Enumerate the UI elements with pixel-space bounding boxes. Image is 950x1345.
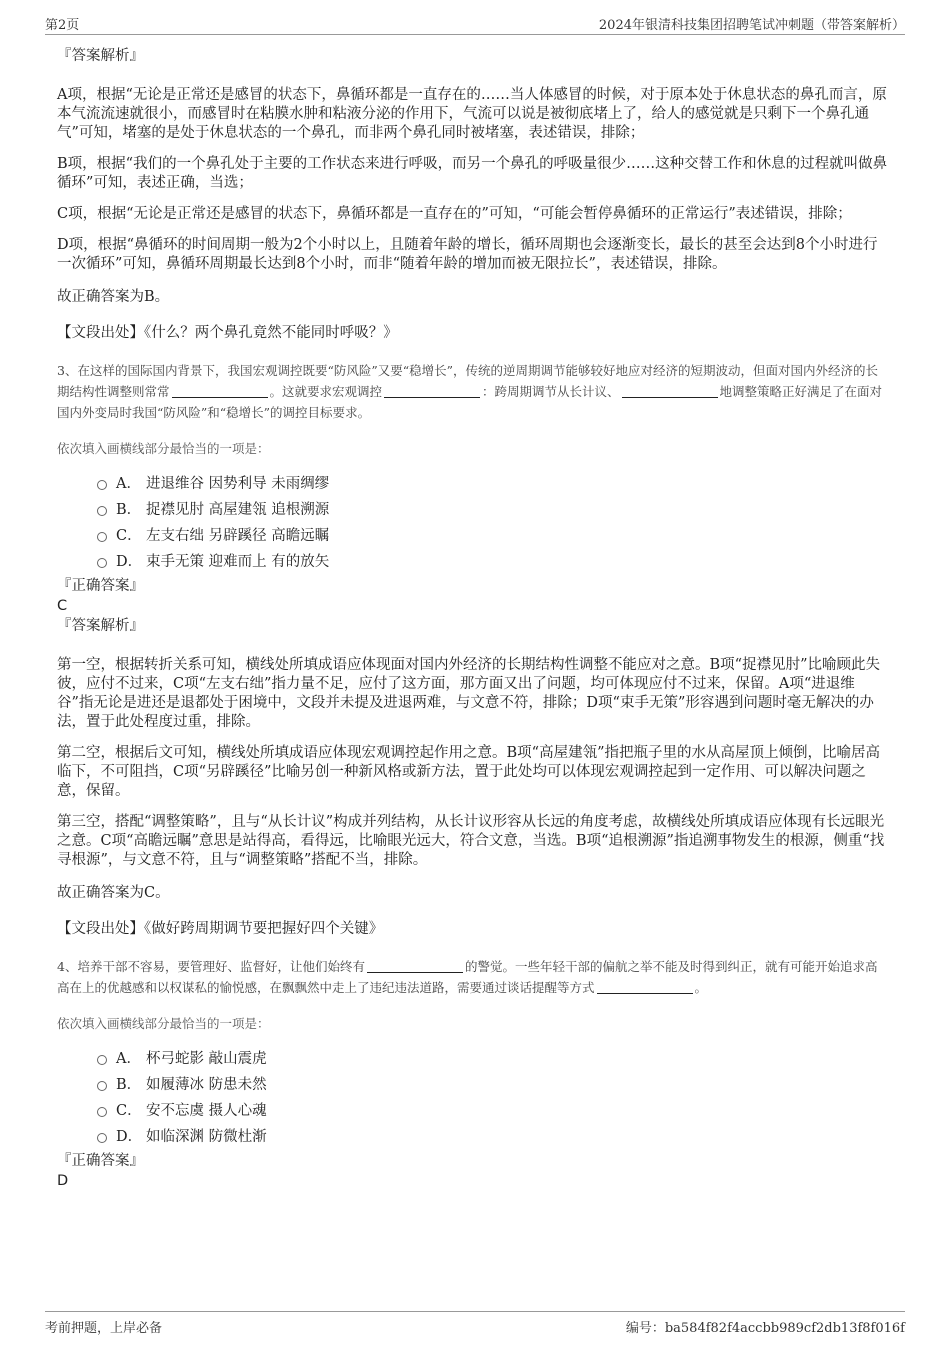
option-letter: C． (116, 1102, 142, 1119)
option-text: 杯弓蛇影 敲山震虎 (146, 1050, 267, 1067)
analysis-paragraph: 第三空，搭配“调整策略”，且与“从长计议”构成并列结构，从长计议形容从长远的角度考虑，故横线处所填成语应体现有长远眼光之意。C项“高瞻远瞩”意思是站得高，看得远，比喻眼光远大，符合文意，当选。B项“追根溯源”指追溯事物发生的根源，侧重“找寻根源”，与文意不符，且与“调整策略”搭配不当，排除。 (57, 814, 885, 868)
analysis-paragraph: 第一空，根据转折关系可知，横线处所填成语应体现面对国内外经济的长期结构性调整不能应对之意。B项“捉襟见肘”比喻顾此失彼，应付不过来，C项“左支右绌”指力量不足，应付了这方面，那方面又出了问题，均可体现应付不过来，保留。A项“进退维谷”指无论是进还是退都处于困境中，文段并未提及进退两难，与文意不符，排除；D项“束手无策”形容遇到问题时毫无解决的办法，置于此处程度过重，排除。 (57, 657, 880, 730)
option-text: 如临深渊 防微杜渐 (146, 1128, 267, 1145)
question-3 (57, 360, 889, 938)
option-letter: B． (116, 501, 142, 518)
question-instruction: 依次填入画横线部分最恰当的一项是： (57, 1016, 270, 1031)
footer-slogan: 考前押题，上岸必备 (45, 1321, 163, 1336)
option-letter: D． (116, 553, 143, 570)
option-letter: C． (116, 527, 142, 544)
correct-answer: C (57, 598, 68, 614)
option-c[interactable] (97, 521, 889, 547)
option-d[interactable] (97, 1122, 889, 1148)
page-footer (45, 1311, 905, 1334)
correct-answer-label: 『正确答案』 (57, 1153, 144, 1169)
option-text: 如履薄冰 防患未然 (146, 1076, 267, 1093)
option-text: 进退维谷 因势利导 未雨绸缪 (146, 475, 330, 492)
analysis-paragraph: C项，根据“无论是正常还是感冒的状态下，鼻循环都是一直存在的”可知，“可能会暂停鼻循环的正常运行”表述错误，排除； (57, 206, 852, 222)
source-citation: 【文段出处】《什么？两个鼻孔竟然不能同时呼吸？》 (57, 325, 398, 341)
option-letter: D． (116, 1128, 143, 1145)
option-letter: A． (116, 475, 141, 492)
radio-icon[interactable] (97, 532, 107, 542)
fill-blank (172, 384, 268, 398)
final-answer: 故正确答案为C。 (57, 885, 170, 901)
option-c[interactable] (97, 1096, 889, 1122)
option-b[interactable] (97, 1070, 889, 1096)
correct-answer-label: 『正确答案』 (57, 578, 144, 594)
option-letter: A． (116, 1050, 141, 1067)
radio-icon[interactable] (97, 1055, 107, 1065)
analysis-label: 『答案解析』 (57, 48, 144, 64)
page-content (57, 46, 889, 1191)
radio-icon[interactable] (97, 1081, 107, 1091)
option-b[interactable] (97, 495, 889, 521)
option-text: 束手无策 迎难而上 有的放矢 (146, 553, 330, 570)
correct-answer: D (57, 1173, 69, 1189)
analysis-paragraph: A项，根据“无论是正常还是感冒的状态下，鼻循环都是一直存在的……当人体感冒的时候，对于原本处于休息状态的鼻孔而言，原本气流流速就很小，而感冒时在粘膜水肿和粘液分泌的作用下，气流可以说是被彻底堵上了，给人的感觉就是只剩下一个鼻孔通气”可知，堵塞的是处于休息状态的一个鼻孔，而非两个鼻孔同时被堵塞，表述错误，排除； (57, 87, 887, 141)
question-text: 3、在这样的国际国内背景下，我国宏观调控既要“防风险”又要“稳增长”，传统的逆周期调节能够较好地应对经济的短期波动，但面对国内外经济的长期结构性调整则常常 。这就要求宏观调控 ：跨周期调节从长计议、 地调整策略正好满足了在面对国内外变局时我国“防风险”和“稳增长”的调控目标要求。 (57, 363, 883, 420)
source-citation: 【文段出处】《做好跨周期调节要把握好四个关键》 (57, 921, 384, 937)
radio-icon[interactable] (97, 1107, 107, 1117)
option-list (57, 469, 889, 573)
radio-icon[interactable] (97, 506, 107, 516)
analysis-paragraph: 第二空，根据后文可知，横线处所填成语应体现宏观调控起作用之意。B项“高屋建瓴”指把瓶子里的水从高屋顶上倾倒，比喻居高临下，不可阻挡，C项“另辟蹊径”比喻另创一种新风格或新方法，置于此处均可以体现宏观调控起到一定作用、可以解决问题之意，保留。 (57, 745, 880, 799)
radio-icon[interactable] (97, 480, 107, 490)
analysis-paragraph: D项，根据“鼻循环的时间周期一般为2个小时以上，且随着年龄的增长，循环周期也会逐渐变长，最长的甚至会达到8个小时进行一次循环”可知，鼻循环周期最长达到8个小时，而非“随着年龄的增加而被无限拉长”，表述错误，排除。 (57, 237, 878, 272)
fill-blank (384, 384, 480, 398)
fill-blank (622, 384, 718, 398)
question-instruction: 依次填入画横线部分最恰当的一项是： (57, 441, 270, 456)
option-letter: B． (116, 1076, 142, 1093)
fill-blank (367, 959, 463, 973)
analysis-label: 『答案解析』 (57, 618, 144, 634)
option-a[interactable] (97, 469, 889, 495)
document-title: 2024年银清科技集团招聘笔试冲刺题（带答案解析） (598, 18, 905, 33)
radio-icon[interactable] (97, 558, 107, 568)
q2-analysis (57, 46, 889, 342)
final-answer: 故正确答案为B。 (57, 289, 170, 305)
analysis-paragraph: B项，根据“我们的一个鼻孔处于主要的工作状态来进行呼吸，而另一个鼻孔的呼吸量很少……这种交替工作和休息的过程就叫做鼻循环”可知，表述正确，当选； (57, 156, 888, 191)
option-d[interactable] (97, 547, 889, 573)
option-text: 捉襟见肘 高屋建瓴 追根溯源 (146, 501, 330, 518)
page-header (45, 14, 905, 35)
fill-blank (597, 980, 693, 994)
page-number: 第2页 (45, 18, 80, 33)
document-code: 编号：ba584f82f4accbb989cf2db13f8f016f (625, 1321, 905, 1336)
option-text: 左支右绌 另辟蹊径 高瞻远瞩 (146, 527, 330, 544)
option-a[interactable] (97, 1044, 889, 1070)
question-4 (57, 956, 889, 1191)
radio-icon[interactable] (97, 1133, 107, 1143)
option-text: 安不忘虞 摄人心魂 (146, 1102, 267, 1119)
option-list (57, 1044, 889, 1148)
question-text: 4、培养干部不容易，要管理好、监督好，让他们始终有 的警觉。一些年轻干部的偏航之举不能及时得到纠正，就有可能开始追求高高在上的优越感和以权谋私的愉悦感，在飘飘然中走上了违纪违法道路，需要通过谈话提醒等方式 。 (57, 959, 878, 995)
